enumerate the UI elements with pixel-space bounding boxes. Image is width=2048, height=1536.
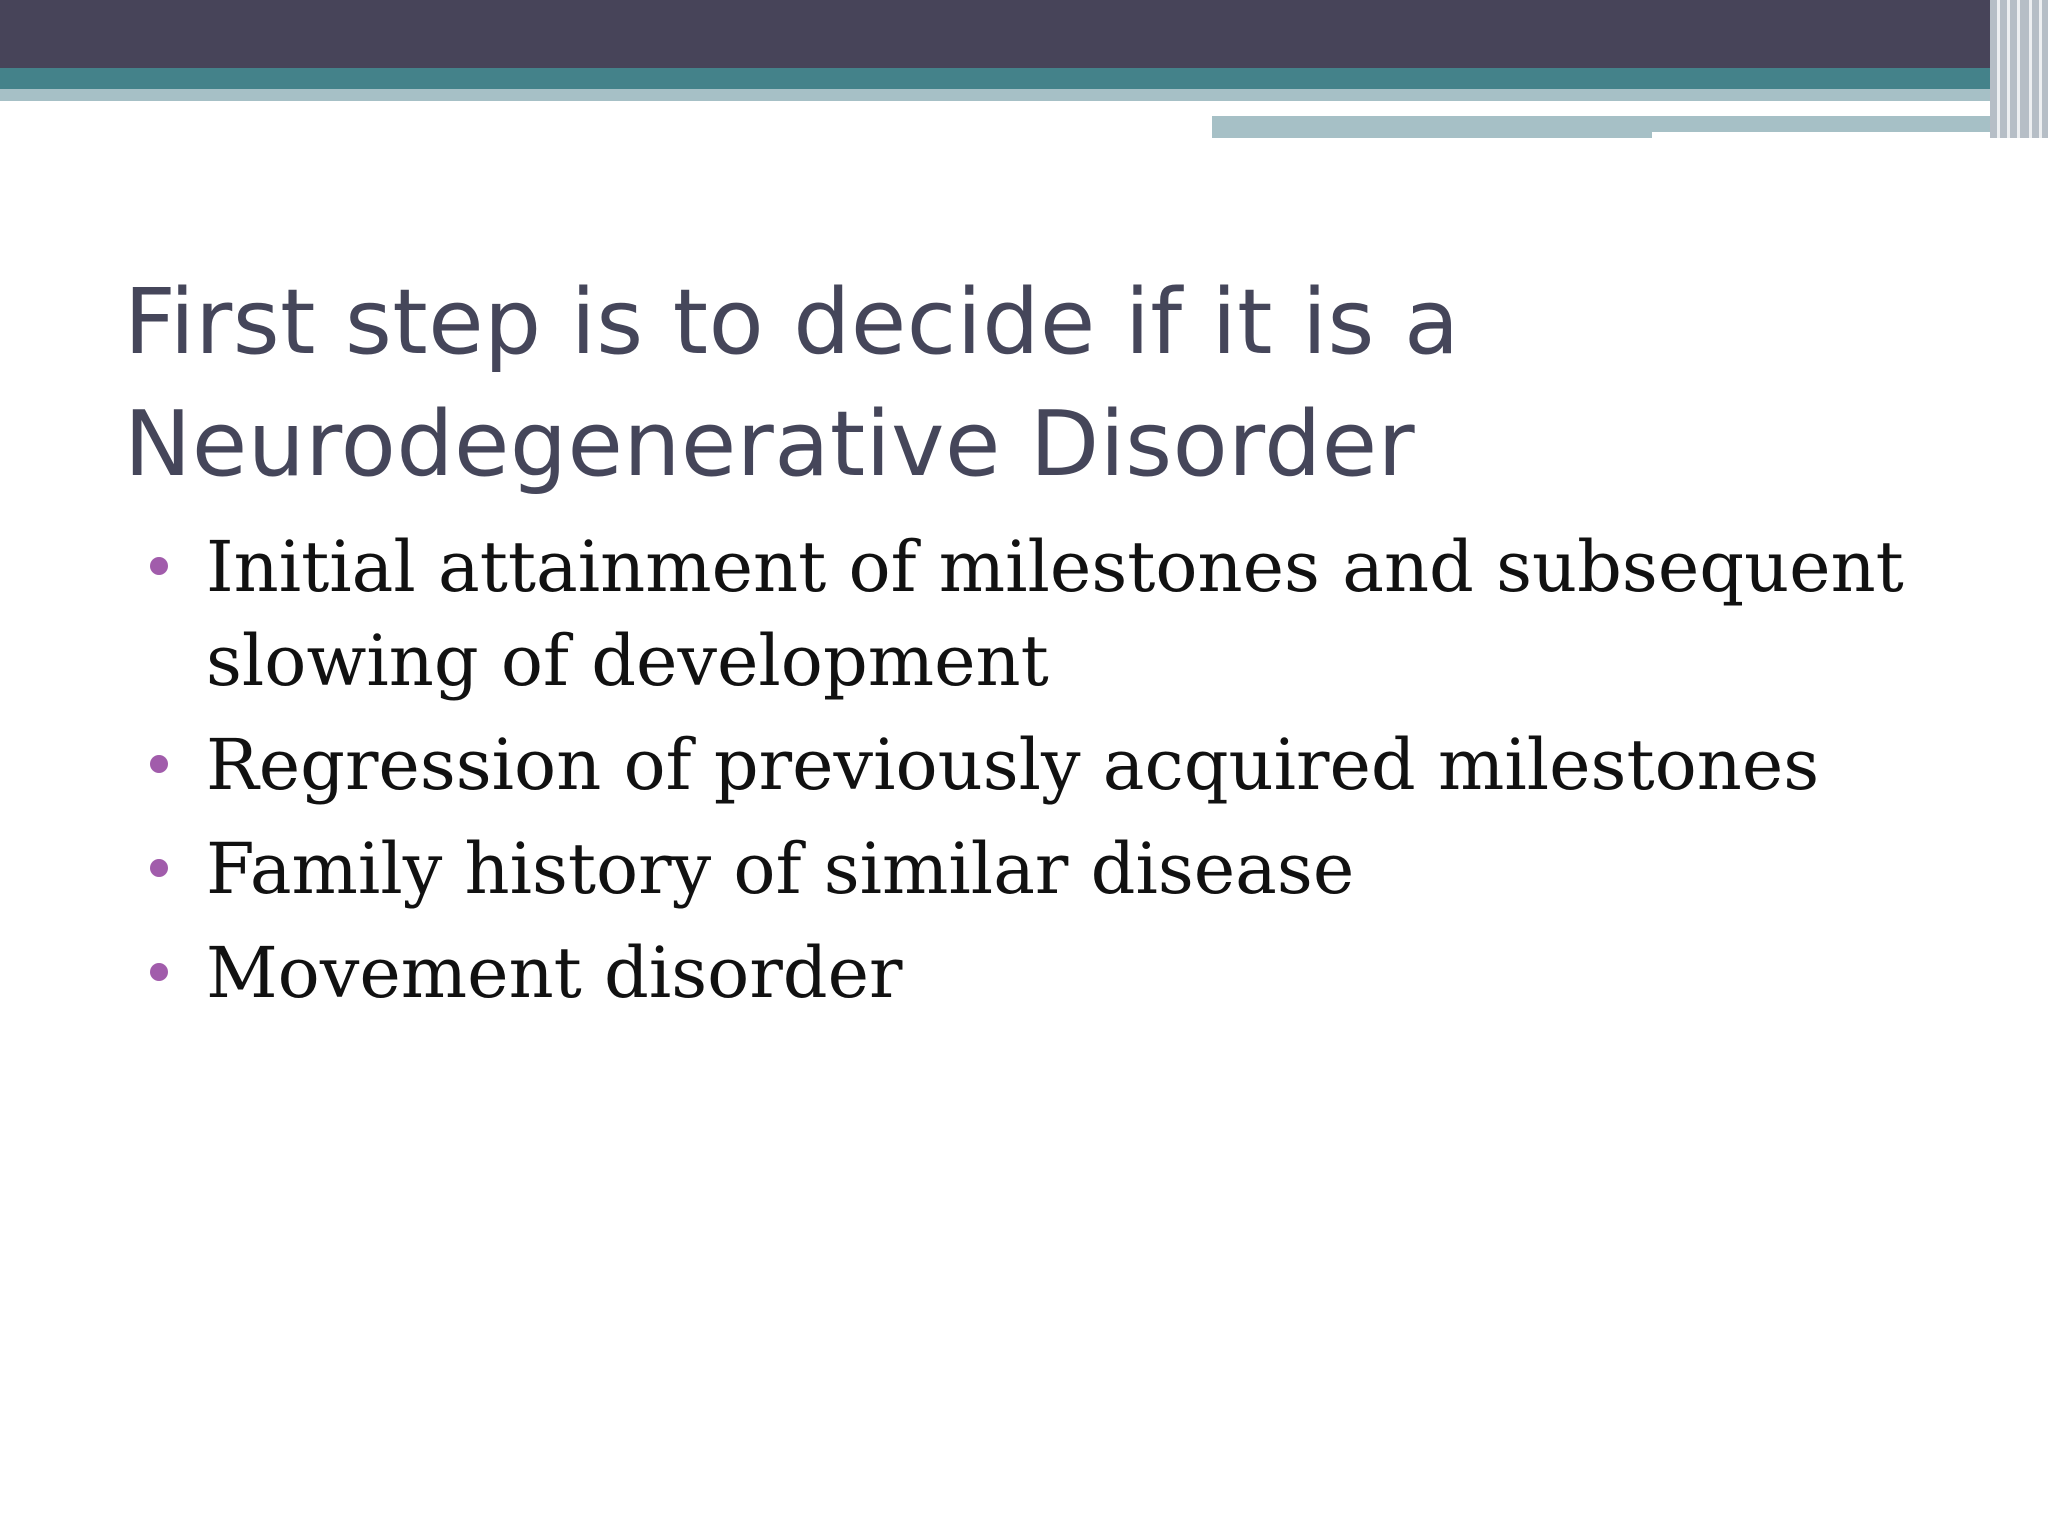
bullet-item	[206, 926, 1986, 1020]
bullet-marker	[150, 755, 168, 773]
slide-title	[124, 262, 1944, 506]
bullet-marker	[150, 557, 168, 575]
header-stripe	[2029, 0, 2032, 138]
header-stripe	[2017, 0, 2020, 138]
bullet-marker	[150, 859, 168, 877]
header-stripe	[2007, 0, 2010, 138]
header-band-light-lower-2	[1652, 116, 2048, 132]
bullet-item	[206, 520, 1986, 708]
bullet-marker	[150, 963, 168, 981]
bullet-list	[206, 520, 1986, 1030]
header-band-gap	[1212, 101, 2048, 110]
bullet-item	[206, 718, 1986, 812]
bullet-text: Initial attainment of milestones and subsequent slowing of development	[206, 526, 1904, 702]
header-stripe	[2039, 0, 2042, 138]
bullet-text: Movement disorder	[206, 932, 903, 1014]
header-band-teal	[0, 68, 2048, 89]
header-stripe	[1997, 0, 2000, 138]
header-band-light-left	[0, 89, 1212, 101]
bullet-text: Regression of previously acquired milestones	[206, 724, 1820, 806]
bullet-item	[206, 822, 1986, 916]
bullet-text: Family history of similar disease	[206, 828, 1355, 910]
header-band-light-right	[1212, 89, 2048, 101]
header-band-light-lower	[1212, 116, 1652, 138]
slide-title-line: First step is to decide if it is a	[124, 270, 1460, 375]
header-band-dark	[0, 0, 2048, 68]
slide-title-line: Neurodegenerative Disorder	[124, 392, 1416, 497]
